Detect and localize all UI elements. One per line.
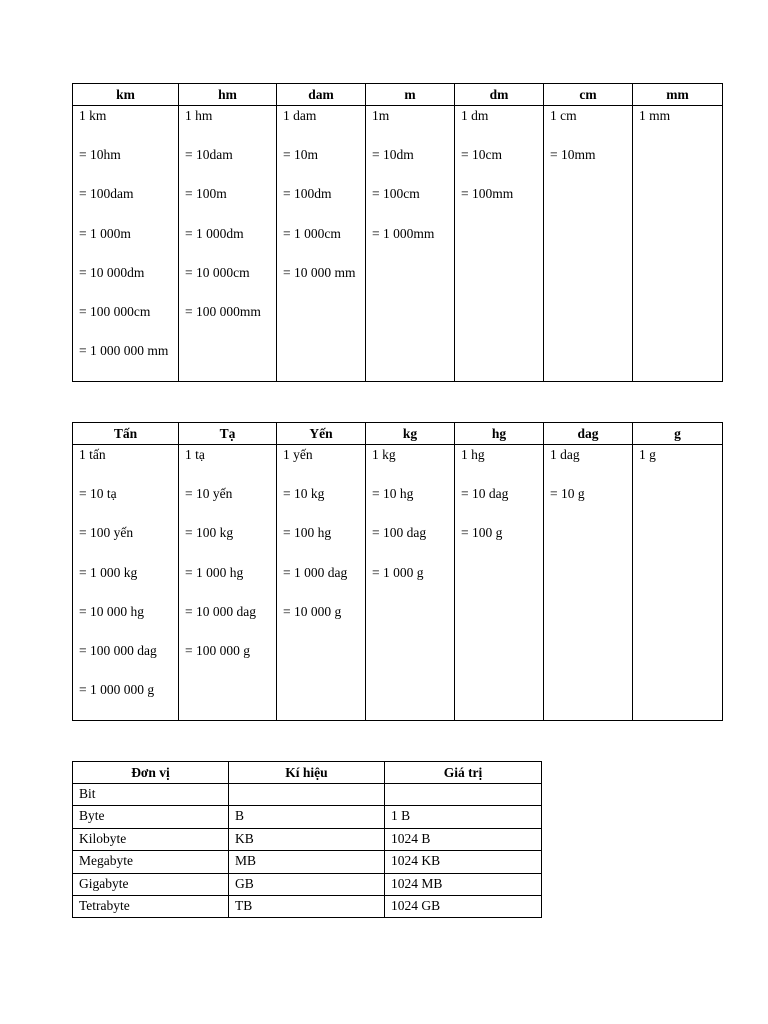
table-row	[73, 895, 542, 917]
mass-body-row	[73, 445, 723, 721]
mass-conversion-line: = 10 g	[550, 486, 585, 502]
mass-conversion-line: = 10 dag	[461, 486, 509, 502]
table-row	[73, 828, 542, 850]
data-table-cell: 1024 KB	[385, 851, 542, 873]
length-conversion-line: = 10 000 mm	[283, 264, 356, 280]
data-table-cell	[385, 784, 542, 806]
table-row	[73, 873, 542, 895]
length-conversion-line: 1 cm	[550, 108, 577, 123]
data-table-cell: 1024 B	[385, 828, 542, 850]
length-column-cell	[366, 106, 455, 382]
length-conversion-line: = 1 000cm	[283, 225, 341, 241]
data-table-cell: GB	[229, 873, 385, 895]
data-header-cell: Kí hiệu	[229, 762, 385, 784]
data-table-cell: 1024 GB	[385, 895, 542, 917]
mass-conversion-line: = 100 000 g	[185, 642, 250, 658]
mass-header-cell: Yến	[277, 423, 366, 445]
table-row	[73, 851, 542, 873]
data-header-cell: Đơn vị	[73, 762, 229, 784]
length-header-row	[73, 84, 723, 106]
length-conversion-line: = 1 000mm	[372, 225, 435, 241]
length-conversion-line: = 10dm	[372, 147, 414, 163]
length-conversion-line: = 10hm	[79, 147, 121, 163]
length-conversion-line: = 100 000mm	[185, 303, 261, 319]
mass-conversion-line: = 10 tạ	[79, 486, 117, 502]
data-header-cell: Giá trị	[385, 762, 542, 784]
length-conversion-line: = 10dam	[185, 147, 233, 163]
length-column-cell	[455, 106, 544, 382]
data-table-cell: Byte	[73, 806, 229, 828]
mass-conversion-line: = 10 kg	[283, 486, 325, 502]
length-header-cell: hm	[179, 84, 277, 106]
mass-header-cell: dag	[544, 423, 633, 445]
mass-column-cell	[277, 445, 366, 721]
data-table-cell: TB	[229, 895, 385, 917]
data-table-cell: B	[229, 806, 385, 828]
mass-conversion-line: 1 kg	[372, 447, 396, 462]
length-conversion-line: = 100dam	[79, 186, 134, 202]
mass-conversion-line: 1 tạ	[185, 447, 205, 462]
mass-conversion-line: = 1 000 g	[372, 564, 424, 580]
data-table-cell: Megabyte	[73, 851, 229, 873]
length-conversion-line: = 100mm	[461, 186, 514, 202]
length-conversion-line: = 100 000cm	[79, 303, 151, 319]
length-conversion-line: = 10cm	[461, 147, 502, 163]
length-header-cell: cm	[544, 84, 633, 106]
length-conversion-line: 1 mm	[639, 108, 671, 123]
data-table-body	[73, 784, 542, 918]
mass-header-cell: hg	[455, 423, 544, 445]
data-table-cell: KB	[229, 828, 385, 850]
length-conversion-line: = 10m	[283, 147, 318, 163]
data-table-cell: Gigabyte	[73, 873, 229, 895]
length-column-cell	[633, 106, 723, 382]
data-units-table	[72, 761, 542, 918]
mass-conversion-line: 1 g	[639, 447, 656, 462]
mass-conversion-line: 1 yến	[283, 447, 313, 462]
data-table-cell: Bit	[73, 784, 229, 806]
mass-header-row	[73, 423, 723, 445]
data-table-cell: MB	[229, 851, 385, 873]
mass-conversion-line: = 10 000 dag	[185, 603, 256, 619]
mass-conversion-line: = 10 yến	[185, 486, 233, 502]
mass-conversion-line: = 100 kg	[185, 525, 234, 541]
length-body-row	[73, 106, 723, 382]
length-conversion-line: 1m	[372, 108, 390, 123]
length-header-cell: km	[73, 84, 179, 106]
length-conversion-line: 1 dm	[461, 108, 489, 123]
mass-column-cell	[455, 445, 544, 721]
table-row	[73, 784, 542, 806]
mass-conversion-line: = 1 000 kg	[79, 564, 138, 580]
mass-conversion-line: 1 hg	[461, 447, 485, 462]
length-conversion-line: = 1 000dm	[185, 225, 244, 241]
mass-column-cell	[633, 445, 723, 721]
mass-conversion-line: = 100 dag	[372, 525, 427, 541]
mass-header-cell: g	[633, 423, 723, 445]
length-conversion-line: = 10mm	[550, 147, 596, 163]
length-conversion-line: = 100dm	[283, 186, 332, 202]
length-header-cell: dam	[277, 84, 366, 106]
mass-header-cell: Tấn	[73, 423, 179, 445]
mass-column-cell	[544, 445, 633, 721]
mass-conversion-line: = 100 000 dag	[79, 642, 157, 658]
length-column-cell	[73, 106, 179, 382]
data-table-cell: 1024 MB	[385, 873, 542, 895]
data-header-row	[73, 762, 542, 784]
length-column-cell	[277, 106, 366, 382]
length-conversion-line: = 100cm	[372, 186, 420, 202]
length-conversion-table	[72, 83, 723, 382]
data-table-cell: Tetrabyte	[73, 895, 229, 917]
length-conversion-line: = 100m	[185, 186, 227, 202]
length-header-cell: mm	[633, 84, 723, 106]
table-row	[73, 806, 542, 828]
length-conversion-line: = 1 000 000 mm	[79, 343, 169, 359]
mass-conversion-line: = 100 hg	[283, 525, 332, 541]
mass-column-cell	[73, 445, 179, 721]
mass-conversion-line: = 1 000 dag	[283, 564, 348, 580]
mass-conversion-line: = 1 000 000 g	[79, 682, 155, 698]
mass-conversion-line: = 100 g	[461, 525, 503, 541]
mass-header-cell: Tạ	[179, 423, 277, 445]
mass-conversion-line: = 10 000 g	[283, 603, 342, 619]
mass-column-cell	[366, 445, 455, 721]
length-column-cell	[179, 106, 277, 382]
data-table-cell: 1 B	[385, 806, 542, 828]
mass-header-cell: kg	[366, 423, 455, 445]
length-conversion-line: 1 dam	[283, 108, 317, 123]
length-header-cell: m	[366, 84, 455, 106]
mass-conversion-table	[72, 422, 723, 721]
mass-conversion-line: 1 dag	[550, 447, 580, 462]
mass-conversion-line: = 10 hg	[372, 486, 414, 502]
length-conversion-line: = 1 000m	[79, 225, 131, 241]
length-conversion-line: 1 km	[79, 108, 107, 123]
mass-conversion-line: = 1 000 hg	[185, 564, 244, 580]
mass-column-cell	[179, 445, 277, 721]
data-table-cell	[229, 784, 385, 806]
length-conversion-line: = 10 000dm	[79, 264, 145, 280]
mass-conversion-line: = 100 yến	[79, 525, 134, 541]
mass-conversion-line: 1 tấn	[79, 447, 106, 462]
length-column-cell	[544, 106, 633, 382]
mass-conversion-line: = 10 000 hg	[79, 603, 144, 619]
length-conversion-line: = 10 000cm	[185, 264, 250, 280]
data-table-cell: Kilobyte	[73, 828, 229, 850]
length-header-cell: dm	[455, 84, 544, 106]
length-conversion-line: 1 hm	[185, 108, 213, 123]
